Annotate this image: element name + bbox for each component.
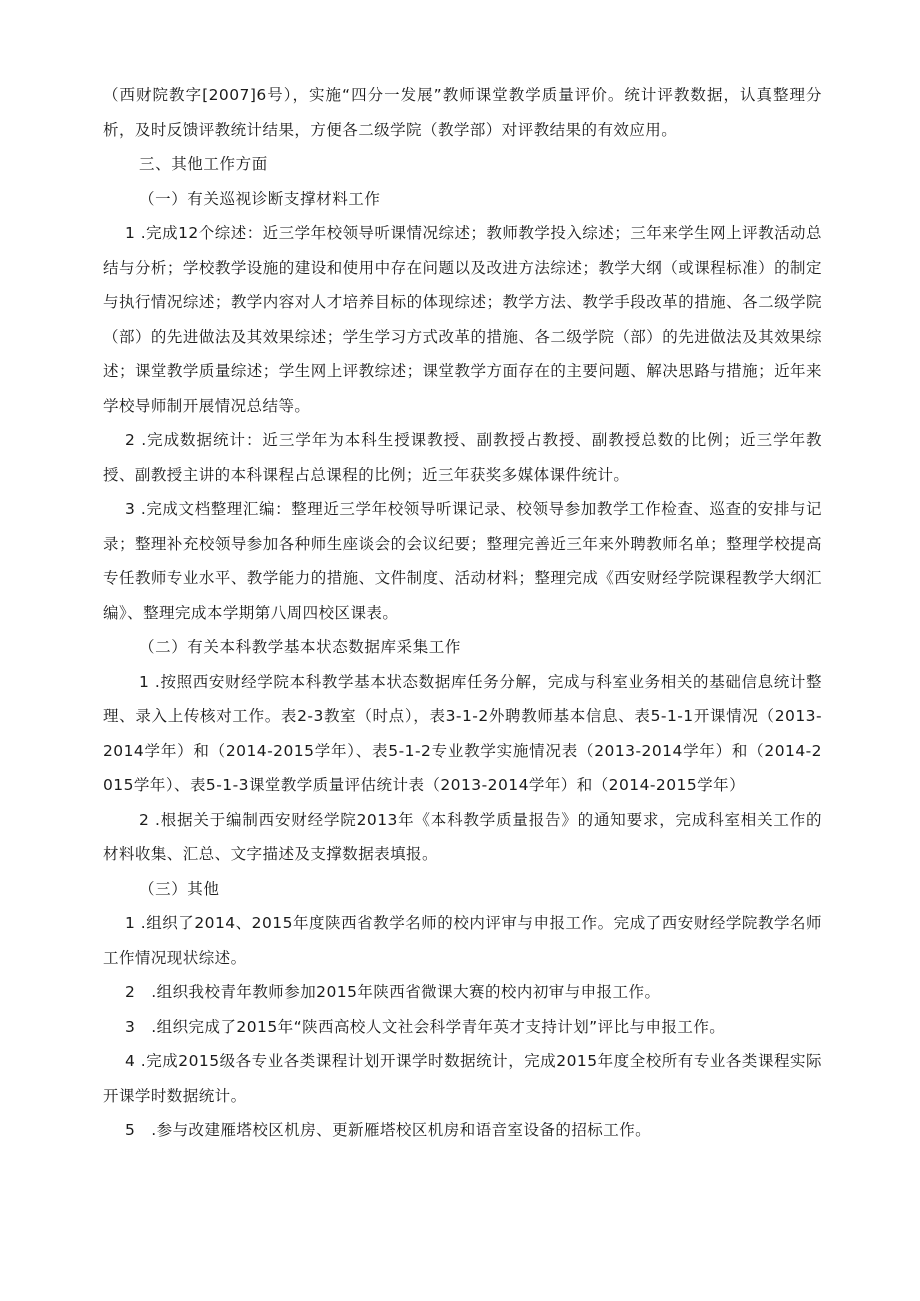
- heading-subsection-3: （三）其他: [139, 879, 220, 898]
- item-3-1-famous-teachers: 1 .组织了2014、2015年度陕西省教学名师的校内评审与申报工作。完成了西安财经学院教学名师工作情况现状综述。: [103, 914, 822, 967]
- item-1-2-statistics: 2 .完成数据统计：近三学年为本科生授课教授、副教授占教授、副教授总数的比例；近三学年教授、副教授主讲的本科课程占总课程的比例；近三年获奖多媒体课件统计。: [103, 431, 822, 484]
- heading-section-3: 三、其他工作方面: [139, 155, 268, 173]
- item-3-2-micro-course: 2 .组织我校青年教师参加2015年陕西省微课大赛的校内初审与申报工作。: [125, 983, 661, 1001]
- item-3-4-class-hours: 4 .完成2015级各专业各类课程计划开课学时数据统计，完成2015年度全校所有专业各类课程实际开课学时数据统计。: [103, 1052, 822, 1105]
- item-3-3-talent-plan: 3 .组织完成了2015年“陕西高校人文社会科学青年英才支持计划”评比与申报工作。: [125, 1017, 726, 1036]
- item-3-5-computer-room: 5 .参与改建雁塔校区机房、更新雁塔校区机房和语音室设备的招标工作。: [125, 1121, 652, 1139]
- heading-subsection-2: （二）有关本科教学基本状态数据库采集工作: [139, 638, 462, 656]
- item-1-3-documents: 3 .完成文档整理汇编：整理近三学年校领导听课记录、校领导参加教学工作检查、巡查的安排与记录；整理补充校领导参加各种师生座谈会的会议纪要；整理完善近三年来外聘教师名单；整理学校提高专任教师专业水平、教学能力的措施、文件制度、活动材料；整理完成《西安财经学院课程教学大纲汇编》、整理完成本学期第八周四校区课表。: [103, 500, 822, 622]
- item-2-1-database: 1 .按照西安财经学院本科教学基本状态数据库任务分解，完成与科室业务相关的基础信息统计整理、录入上传核对工作。表2-3教室（时点），表3-1-2外聘教师基本信息、表5-1-1开课情况（2013-2014学年）和（2014-2015学年）、表5-1-2专业教学实施情况表（2013-2014学年）和（2014-2015学年）、表5-1-3课堂教学质量评估统计表（2013-2014学年）和（2014-2015学年）: [103, 672, 822, 794]
- paragraph-evaluation-continued: （西财院教字[2007]6号），实施“四分一发展”教师课堂教学质量评价。统计评教数据，认真整理分析，及时反馈评教统计结果，方便各二级学院（教学部）对评教结果的有效应用。: [103, 86, 822, 139]
- heading-subsection-1: （一）有关巡视诊断支撑材料工作: [139, 189, 381, 208]
- item-1-1-summaries: 1 .完成12个综述：近三学年校领导听课情况综述；教师教学投入综述；三年来学生网上评教活动总结与分析；学校教学设施的建设和使用中存在问题以及改进方法综述；教学大纲（或课程标准）的制定与执行情况综述；教学内容对人才培养目标的体现综述；教学方法、教学手段改革的措施、各二级学院（部）的先进做法及其效果综述；学生学习方式改革的措施、各二级学院（部）的先进做法及其效果综述；课堂教学质量综述；学生网上评教综述；课堂教学方面存在的主要问题、解决思路与措施；近年来学校导师制开展情况总结等。: [103, 224, 822, 415]
- item-2-2-quality-report: 2 .根据关于编制西安财经学院2013年《本科教学质量报告》的通知要求，完成科室相关工作的材料收集、汇总、文字描述及支撑数据表填报。: [103, 810, 822, 863]
